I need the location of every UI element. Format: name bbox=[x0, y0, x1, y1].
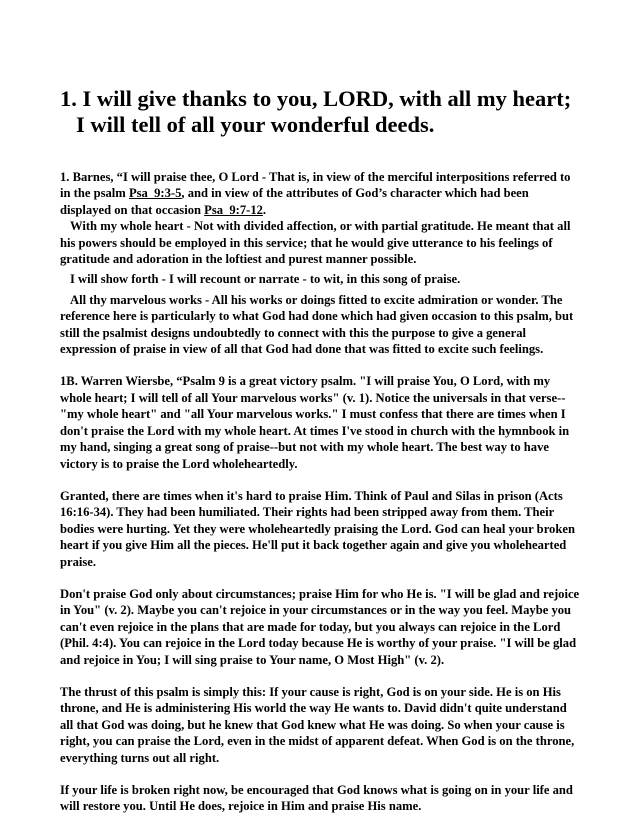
commentary-body bbox=[60, 169, 582, 815]
scripture-link-psa-9-3-5[interactable]: Psa_9:3-5 bbox=[128, 186, 182, 201]
page-title bbox=[60, 86, 600, 138]
barnes-text-a: 1. Barnes, “I will praise thee, O Lord - That is, in view of the merciful interpositions referred to in the psalm bbox=[60, 170, 571, 201]
barnes-text-b: , and in view of the attributes of God’s character which had been displayed on that occasion bbox=[60, 186, 529, 217]
scripture-link-psa-9-7-12[interactable]: Psa_9:7-12 bbox=[204, 202, 263, 217]
wiersbe-paragraph-1: 1B. Warren Wiersbe, “Psalm 9 is a great victory psalm. "I will praise You, O Lord, with my whole heart; I will tell of all Your marvelous works" (v. 1). Notice the universals in that verse--"my whole heart" and "all Your marvelous works." I must confess that there are times when I don't praise the Lord with my whole heart. At times I've stood in church with the hymnbook in my hand, singing a great song of praise--but not with my whole heart. The best way to have victory is to praise the Lord wholeheartedly. bbox=[60, 374, 570, 471]
title-line-1: 1. I will give thanks to you, LORD, with all my heart; bbox=[60, 86, 572, 111]
wiersbe-paragraph-3: Don't praise God only about circumstances; praise Him for who He is. "I will be glad and rejoice in You" (v. 2). Maybe you can't rejoice in your circumstances or in the way you feel. Maybe you can't even rejoice in the plans that are made for today, but you always can rejoice in the Lord (Phil. 4:4). You can rejoice in the Lord today because He is worthy of your praise. "I will be glad and rejoice in You; I will sing praise to Your name, O Most High" (v. 2). bbox=[60, 586, 580, 667]
wiersbe-paragraph-4: The thrust of this psalm is simply this: If your cause is right, God is on your side. He is on His throne, and He is administering His world the way He wants to. David didn't quite understand all that God was doing, but he knew that God knew what He was doing. So when your cause is right, you can praise the Lord, even in the midst of apparent defeat. When God is on the throne, everything turns out all right. bbox=[60, 684, 575, 765]
barnes-text-c: . bbox=[262, 202, 267, 217]
barnes-paragraph-1 bbox=[60, 169, 582, 218]
barnes-paragraph-3: I will show forth - I will recount or narrate - to wit, in this song of praise. bbox=[70, 272, 461, 287]
title-line-2: I will tell of all your wonderful deeds. bbox=[76, 112, 435, 137]
barnes-paragraph-2: With my whole heart - Not with divided affection, or with partial gratitude. He meant that all his powers should be employed in this service; that he would give utterance to his feelings of gratitude and adoration in the loftiest and purest manner possible. bbox=[60, 219, 571, 267]
wiersbe-paragraph-5: If your life is broken right now, be encouraged that God knows what is going on in your life and will restore you. Until He does, rejoice in Him and praise His name. bbox=[60, 783, 573, 814]
wiersbe-paragraph-2: Granted, there are times when it's hard to praise Him. Think of Paul and Silas in prison (Acts 16:16-34). They had been humiliated. Their rights had been stripped away from them. Their bodies were hurting. Yet they were wholeheartedly praising the Lord. God can heal your broken heart if you give Him all the pieces. He'll put it back together again and give you wholehearted praise. bbox=[60, 488, 575, 569]
barnes-paragraph-4: All thy marvelous works - All his works or doings fitted to excite admiration or wonder. The reference here is particularly to what God had done which had given occasion to this psalm, but still the psalmist designs undoubtedly to connect with this the purpose to give a general expression of praise in view of all that God had done that was fitted to excite such feelings. bbox=[60, 292, 574, 357]
